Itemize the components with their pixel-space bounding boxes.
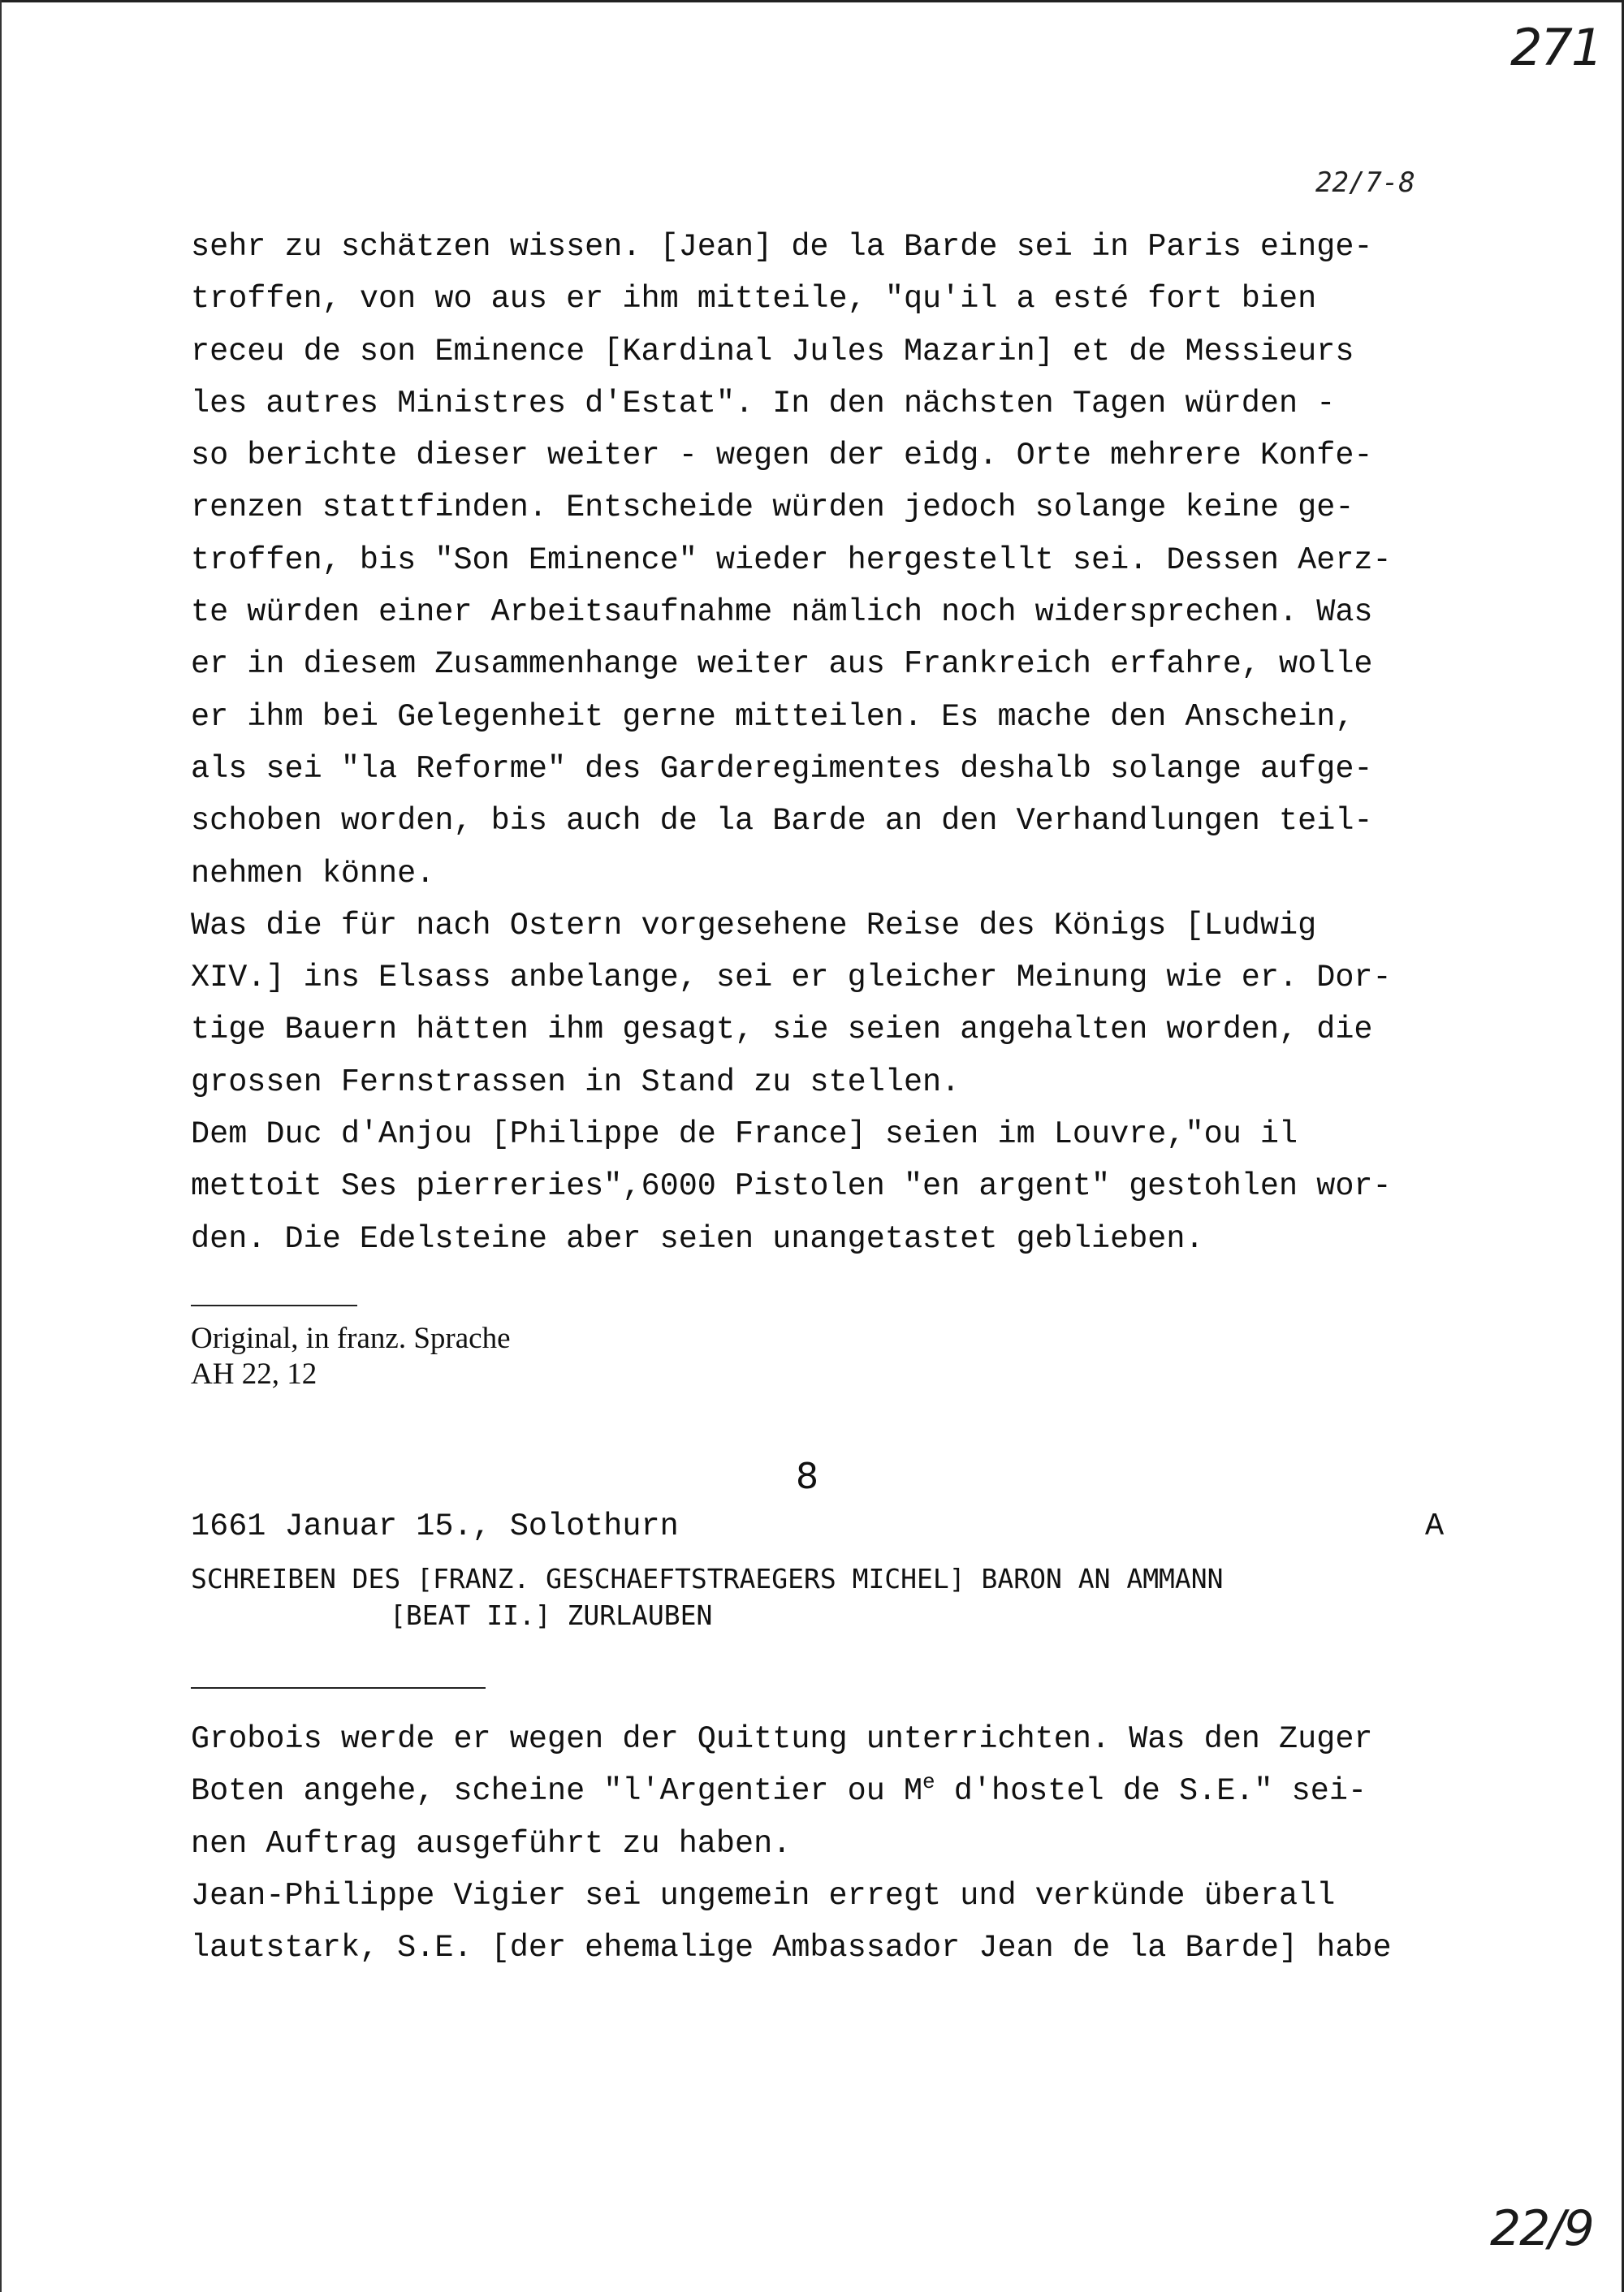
document-8-body [191, 1713, 1458, 1974]
page-edge-left [0, 0, 2, 2292]
text-line: troffen, bis "Son Eminence" wieder hergestellt sei. Dessen Aerz- [191, 542, 1392, 578]
heading-line: [BEAT II.] ZURLAUBEN [390, 1599, 713, 1631]
document-number: 8 [796, 1456, 818, 1497]
page-reference: 22/7-8 [1315, 166, 1415, 199]
text-fragment: Boten angehe, scheine "l'Argentier ou M [191, 1773, 923, 1810]
text-line: tige Bauern hätten ihm gesagt, sie seien angehalten worden, die [191, 1012, 1373, 1048]
text-line: renzen stattfinden. Entscheide würden jedoch solange keine ge- [191, 490, 1354, 526]
document-heading [191, 1560, 1224, 1634]
text-line: den. Die Edelsteine aber seien unangetastet geblieben. [191, 1220, 1204, 1257]
text-line: les autres Ministres d'Estat". In den nächsten Tagen würden - [191, 385, 1336, 421]
text-line: Grobois werde er wegen der Quittung unterrichten. Was den Zuger [191, 1721, 1373, 1757]
text-line: te würden einer Arbeitsaufnahme nämlich noch widersprechen. Was [191, 594, 1373, 631]
document-7-body [191, 221, 1458, 1265]
text-line: troffen, von wo aus er ihm mitteile, "qu'il a esté fort bien [191, 281, 1317, 317]
heading-divider [191, 1687, 486, 1689]
text-line: er in diesem Zusammenhange weiter aus Frankreich erfahre, wolle [191, 646, 1373, 683]
text-line: nehmen könne. [191, 855, 435, 891]
text-line: schoben worden, bis auch de la Barde an den Verhandlungen teil- [191, 803, 1373, 840]
text-line: lautstark, S.E. [der ehemalige Ambassador Jean de la Barde] habe [191, 1930, 1392, 1966]
text-line: sehr zu schätzen wissen. [Jean] de la Barde sei in Paris einge- [191, 229, 1373, 265]
text-line: Dem Duc d'Anjou [Philippe de France] seien im Louvre,"ou il [191, 1116, 1298, 1153]
source-note [191, 1321, 511, 1392]
text-line: mettoit Ses pierreries",6000 Pistolen "en argent" gestohlen wor- [191, 1168, 1392, 1205]
document-class-letter: A [1425, 1509, 1445, 1544]
text-line: so berichte dieser weiter - wegen der eidg. Orte mehrere Konfe- [191, 438, 1373, 474]
document-date-place: 1661 Januar 15., Solothurn [191, 1509, 679, 1544]
text-line: receu de son Eminence [Kardinal Jules Mazarin] et de Messieurs [191, 333, 1354, 369]
text-line: Jean-Philippe Vigier sei ungemein erregt und verkünde überall [191, 1877, 1336, 1914]
folio-number: 271 [1510, 18, 1602, 77]
page-edge-top [0, 0, 1624, 2]
text-line: Was die für nach Ostern vorgesehene Reise des Königs [Ludwig [191, 907, 1317, 943]
text-line: nen Auftrag ausgeführt zu haben. [191, 1825, 792, 1862]
text-line [191, 1765, 1458, 1817]
archive-mark: 22/9 [1490, 2200, 1593, 2257]
source-note-line: AH 22, 12 [191, 1358, 317, 1391]
text-line: grossen Fernstrassen in Stand zu stellen. [191, 1064, 961, 1100]
heading-line: SCHREIBEN DES [FRANZ. GESCHAEFTSTRAEGERS MICHEL] BARON AN AMMANN [191, 1563, 1224, 1595]
superscript: e [922, 1770, 935, 1795]
text-line: XIV.] ins Elsass anbelange, sei er gleicher Meinung wie er. Dor- [191, 960, 1392, 996]
footnote-divider [191, 1305, 357, 1306]
text-fragment: d'hostel de S.E." sei- [935, 1773, 1367, 1810]
text-line: er ihm bei Gelegenheit gerne mitteilen. Es mache den Anschein, [191, 698, 1354, 735]
source-note-line: Original, in franz. Sprache [191, 1322, 511, 1355]
text-line: als sei "la Reforme" des Garderegimentes deshalb solange aufge- [191, 750, 1373, 787]
